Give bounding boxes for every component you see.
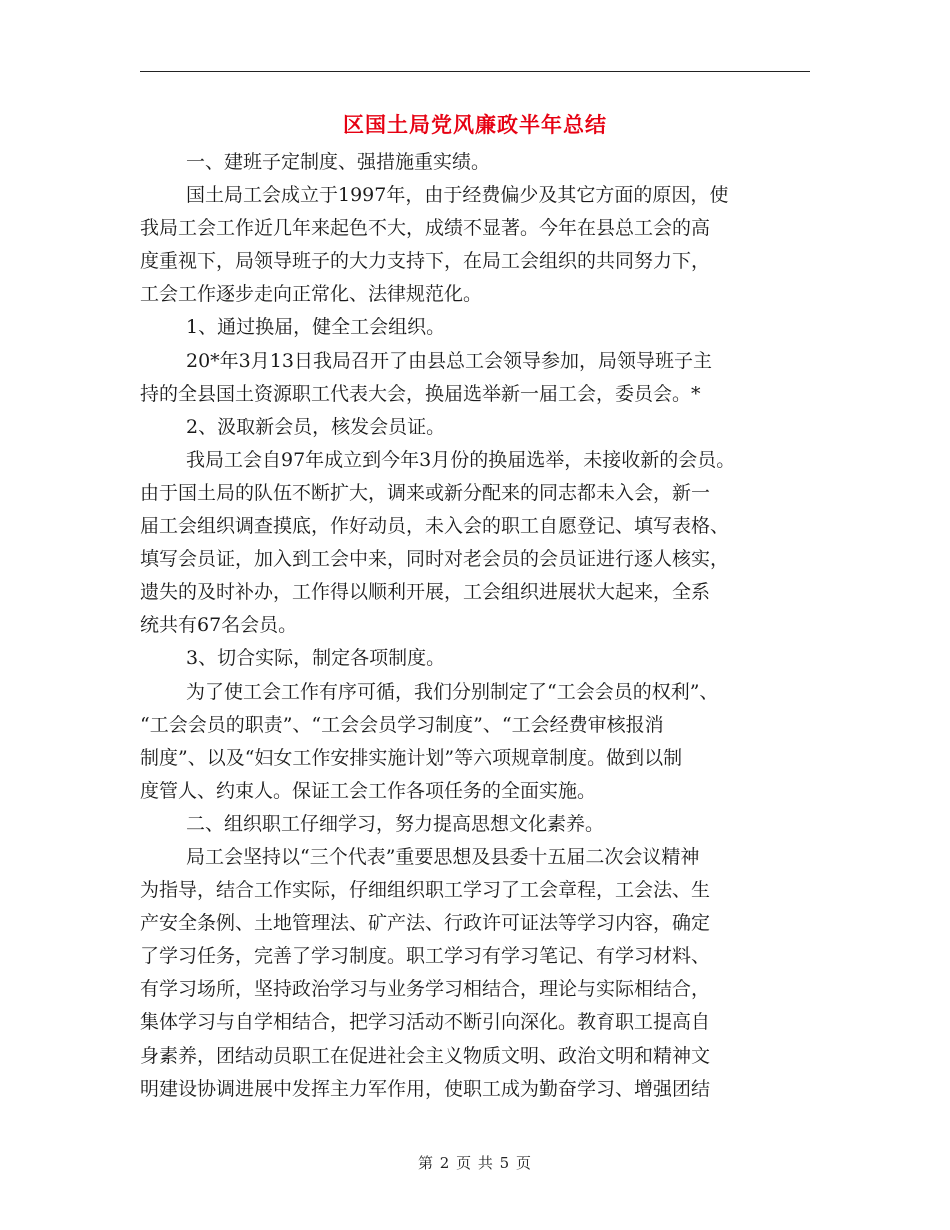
body-line: 工会工作逐步走向正常化、法律规范化。 bbox=[140, 283, 483, 306]
body-line: 有学习场所，坚持政治学习与业务学习相结合，理论与实际相结合， bbox=[140, 978, 711, 1001]
body-line: 为指导，结合工作实际，仔细组织职工学习了工会章程，工会法、生 bbox=[140, 879, 711, 902]
body-line: “工会会员的职责”、“工会会员学习制度”、“工会经费审核报消 bbox=[140, 713, 664, 736]
body-line: 明建设协调进展中发挥主力军作用，使职工成为勤奋学习、增强团结 bbox=[140, 1077, 711, 1100]
body-line: 为了使工会工作有序可循，我们分别制定了“工会会员的权利”、 bbox=[186, 680, 719, 703]
body-line: 制度”、以及“妇女工作安排实施计划”等六项规章制度。做到以制 bbox=[140, 746, 683, 769]
document-body bbox=[140, 146, 810, 1106]
body-line: 20*年3月13日我局召开了由县总工会领导参加，局领导班子主 bbox=[186, 349, 712, 372]
body-line: 了学习任务，完善了学习制度。职工学习有学习笔记、有学习材料、 bbox=[140, 945, 711, 968]
body-line: 身素养，团结动员职工在促进社会主义物质文明、政治文明和精神文 bbox=[140, 1044, 711, 1067]
body-line: 遗失的及时补办，工作得以顺利开展，工会组织进展状大起来，全系 bbox=[140, 581, 711, 604]
body-line: 产安全条例、土地管理法、矿产法、行政许可证法等学习内容，确定 bbox=[140, 912, 711, 935]
body-line: 度管人、约束人。保证工会工作各项任务的全面实施。 bbox=[140, 779, 597, 802]
body-line: 统共有67名会员。 bbox=[140, 614, 298, 637]
body-line: 二、组织职工仔细学习，努力提高思想文化素养。 bbox=[186, 812, 605, 835]
body-line: 3、切合实际，制定各项制度。 bbox=[186, 647, 446, 670]
body-line: 1、通过换届，健全工会组织。 bbox=[186, 316, 446, 339]
body-line: 一、建班子定制度、强措施重实绩。 bbox=[186, 151, 491, 173]
body-line: 由于国土局的队伍不断扩大，调来或新分配来的同志都未入会，新一 bbox=[140, 481, 711, 504]
body-line: 集体学习与自学相结合，把学习活动不断引向深化。教育职工提高自 bbox=[140, 1011, 711, 1034]
body-line: 度重视下，局领导班子的大力支持下，在局工会组织的共同努力下， bbox=[140, 250, 711, 273]
body-line: 2、汲取新会员，核发会员证。 bbox=[186, 415, 446, 438]
body-line: 届工会组织调查摸底，作好动员，未入会的职工自愿登记、填写表格、 bbox=[140, 515, 730, 538]
body-line: 填写会员证，加入到工会中来，同时对老会员的会员证进行逐人核实， bbox=[140, 548, 730, 571]
body-line: 局工会坚持以“三个代表”重要思想及县委十五届二次会议精神 bbox=[186, 845, 700, 868]
page-number-footer: 第 2 页 共 5 页 bbox=[418, 1154, 532, 1172]
header-rule bbox=[140, 71, 810, 72]
body-line: 国土局工会成立于1997年，由于经费偏少及其它方面的原因，使 bbox=[186, 184, 729, 207]
body-line: 持的全县国土资源职工代表大会，换届选举新一届工会，委员会。* bbox=[140, 382, 701, 405]
document-title: 区国土局党风廉政半年总结 bbox=[343, 112, 607, 137]
body-line: 我局工会自97年成立到今年3月份的换届选举，未接收新的会员。 bbox=[186, 448, 736, 471]
body-line: 我局工会工作近几年来起色不大，成绩不显著。今年在县总工会的高 bbox=[140, 217, 711, 240]
